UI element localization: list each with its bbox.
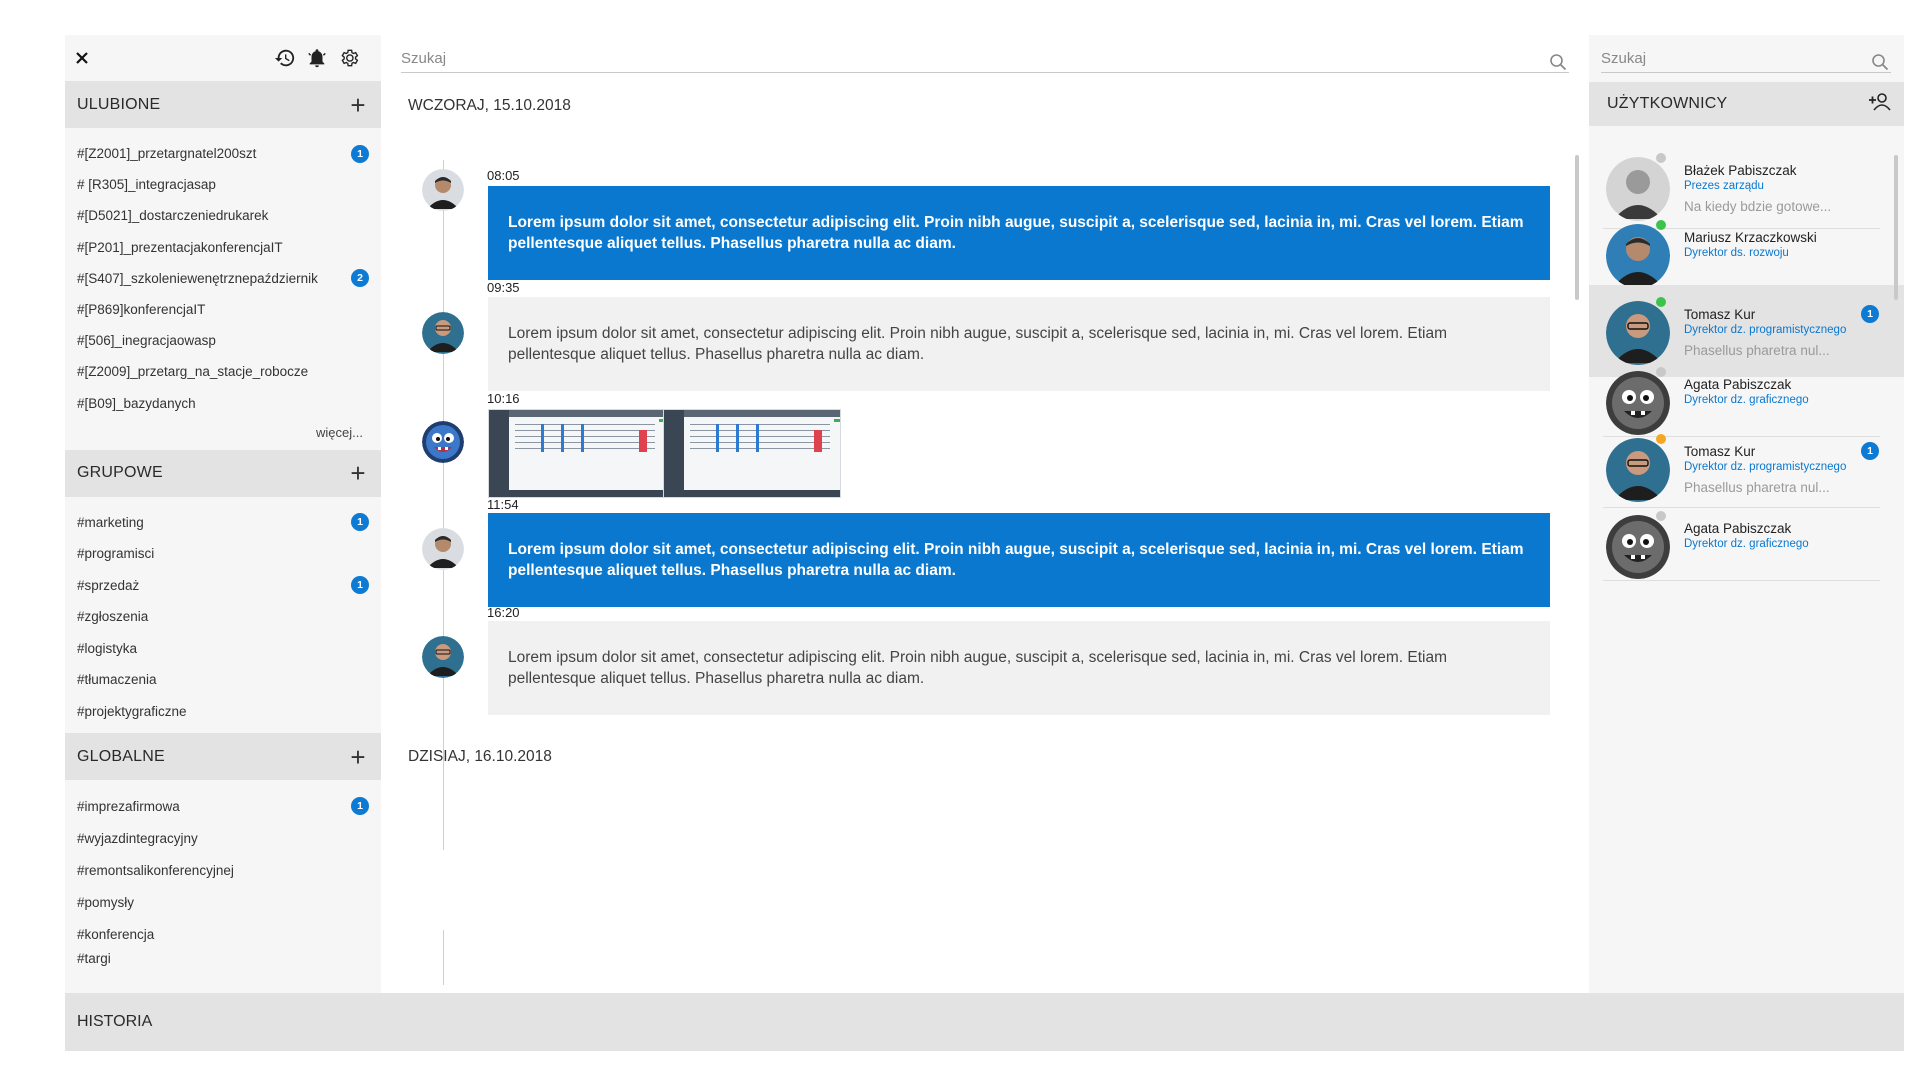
favorites-list <box>65 128 381 419</box>
channel-label: #konferencja <box>77 926 155 942</box>
channel-label: #pomysły <box>77 894 135 910</box>
users-title: UŻYTKOWNICY <box>1607 95 1728 112</box>
user-role: Prezes zarządu <box>1684 180 1764 192</box>
avatar[interactable] <box>422 421 464 463</box>
message-bubble <box>488 513 1550 607</box>
users-search <box>1601 45 1891 73</box>
channel-label: #marketing <box>77 514 144 530</box>
user-name: Tomasz Kur <box>1684 444 1756 459</box>
user-item[interactable] <box>1589 509 1894 581</box>
channel-item[interactable] <box>65 356 381 387</box>
unread-badge: 1 <box>1861 305 1879 323</box>
channel-label: #imprezafirmowa <box>77 798 180 814</box>
channel-item[interactable] <box>65 854 381 886</box>
message-time: 10:16 <box>487 391 520 406</box>
global-section <box>65 733 381 966</box>
status-dot <box>1656 434 1666 444</box>
global-header <box>65 733 381 780</box>
unread-badge: 2 <box>351 269 369 287</box>
channel-item[interactable] <box>65 696 381 728</box>
channel-label: #targi <box>77 950 111 966</box>
groups-title: GRUPOWE <box>77 464 163 482</box>
history-icon[interactable] <box>274 47 296 69</box>
user-name: Błażek Pabiszczak <box>1684 163 1797 178</box>
message-text: Lorem ipsum dolor sit amet, consectetur adipiscing elit. Proin nibh augue, suscipit a, scelerisque sed, lacinia in, mi. Cras vel lorem. Etiam pellentesque aliquet tellus. Phasellus pharetra nulla ac diam. <box>508 325 1448 363</box>
user-item[interactable] <box>1589 285 1904 377</box>
channel-label: #tłumaczenia <box>77 672 157 688</box>
channel-label: #sprzedaż <box>77 577 140 593</box>
channel-item[interactable] <box>65 138 381 169</box>
chat-panel <box>381 35 1589 993</box>
message-bubble <box>488 186 1550 280</box>
avatar[interactable] <box>422 169 464 211</box>
favorites-title: ULUBIONE <box>77 95 161 113</box>
channel-item[interactable] <box>65 633 381 665</box>
favorites-header <box>65 81 381 128</box>
message-time: 11:54 <box>487 497 519 512</box>
channel-item[interactable] <box>65 886 381 918</box>
image-attachment[interactable] <box>488 409 666 498</box>
message-text: Lorem ipsum dolor sit amet, consectetur adipiscing elit. Proin nibh augue, suscipit a, scelerisque sed, lacinia in, mi. Cras vel lorem. Etiam pellentesque aliquet tellus. Phasellus pharetra nulla ac diam. <box>508 649 1448 687</box>
search-icon[interactable] <box>1871 53 1889 71</box>
history-bar[interactable] <box>65 993 1904 1051</box>
channel-item[interactable] <box>65 822 381 854</box>
chat-scrollbar[interactable] <box>1575 155 1579 300</box>
channel-label: #wyjazdintegracyjny <box>77 830 198 846</box>
message-time: 09:35 <box>487 280 520 295</box>
close-icon[interactable] <box>71 47 93 69</box>
channel-item[interactable] <box>65 232 381 263</box>
channel-label: #[B09]_bazydanych <box>77 395 196 411</box>
channel-label: #projektygraficzne <box>77 703 187 719</box>
status-dot <box>1656 367 1666 377</box>
channel-item[interactable] <box>65 200 381 231</box>
avatar[interactable] <box>422 636 464 678</box>
status-dot <box>1656 511 1666 521</box>
unread-badge: 1 <box>351 513 369 531</box>
user-name: Tomasz Kur <box>1684 307 1756 322</box>
avatar <box>1606 371 1670 435</box>
channel-label: #programisci <box>77 546 155 562</box>
favorites-section <box>65 81 381 450</box>
day-label-yesterday: WCZORAJ, 15.10.2018 <box>408 97 571 114</box>
avatar <box>1606 438 1670 502</box>
message-bubble <box>488 621 1550 715</box>
channel-item[interactable] <box>65 790 381 822</box>
channel-item[interactable] <box>65 388 381 419</box>
users-sidebar <box>1589 35 1904 993</box>
channel-item[interactable] <box>65 918 381 950</box>
users-search-input[interactable] <box>1601 45 1891 67</box>
channel-item[interactable] <box>65 263 381 294</box>
unread-badge: 1 <box>1861 442 1879 460</box>
add-favorite-button[interactable]: + <box>350 89 366 120</box>
bell-icon[interactable] <box>306 47 328 69</box>
global-list <box>65 780 381 966</box>
user-item[interactable] <box>1589 365 1894 437</box>
channel-label: #remontsalikonferencyjnej <box>77 862 234 878</box>
gear-icon[interactable] <box>338 47 360 69</box>
avatar[interactable] <box>422 312 464 354</box>
message-time: 08:05 <box>487 168 520 183</box>
add-global-button[interactable]: + <box>350 741 366 772</box>
groups-section <box>65 450 381 734</box>
user-name: Agata Pabiszczak <box>1684 521 1792 536</box>
user-last-message: Phasellus pharetra nul... <box>1684 480 1830 495</box>
avatar[interactable] <box>422 528 464 570</box>
channel-label: #[Z2009]_przetarg_na_stacje_robocze <box>77 364 309 380</box>
channel-item[interactable] <box>65 950 381 966</box>
add-group-button[interactable]: + <box>350 458 366 489</box>
users-scrollbar[interactable] <box>1894 155 1898 300</box>
channel-label: #[Z2001]_przetargnatel200szt <box>77 146 257 162</box>
user-role: Dyrektor dz. graficznego <box>1684 538 1809 550</box>
user-name: Agata Pabiszczak <box>1684 377 1792 392</box>
left-sidebar <box>65 35 381 993</box>
unread-badge: 1 <box>351 145 369 163</box>
user-role: Dyrektor dz. programistycznego <box>1684 461 1847 473</box>
status-dot <box>1656 297 1666 307</box>
channel-item[interactable] <box>65 601 381 633</box>
day-label-today: DZISIAJ, 16.10.2018 <box>408 748 552 765</box>
status-dot <box>1656 153 1666 163</box>
search-icon[interactable] <box>1549 53 1567 71</box>
channel-item[interactable] <box>65 664 381 696</box>
add-user-icon[interactable] <box>1868 92 1892 117</box>
avatar <box>1606 301 1670 365</box>
history-title: HISTORIA <box>77 1013 153 1030</box>
user-role: Dyrektor dz. graficznego <box>1684 394 1809 406</box>
avatar <box>1606 224 1670 288</box>
timeline-line <box>443 160 444 850</box>
image-attachment[interactable] <box>663 409 841 498</box>
unread-badge: 1 <box>351 576 369 594</box>
channel-label: #[D5021]_dostarczeniedrukarek <box>77 208 269 224</box>
divider <box>1603 507 1880 508</box>
groups-list <box>65 497 381 734</box>
user-last-message: Phasellus pharetra nul... <box>1684 343 1830 358</box>
user-role: Dyrektor dz. programistycznego <box>1684 324 1847 336</box>
user-role: Dyrektor ds. rozwoju <box>1684 247 1789 259</box>
channel-item[interactable] <box>65 325 381 356</box>
chat-search <box>401 45 1569 73</box>
more-link[interactable]: więcej... <box>316 424 363 440</box>
avatar <box>1606 157 1670 221</box>
user-item[interactable] <box>1589 221 1894 287</box>
avatar <box>1606 515 1670 579</box>
message-text: Lorem ipsum dolor sit amet, consectetur adipiscing elit. Proin nibh augue, suscipit a, scelerisque sed, lacinia in, mi. Cras vel lorem. Etiam pellentesque aliquet tellus. Phasellus pharetra nulla ac diam. <box>508 214 1524 252</box>
message-text: Lorem ipsum dolor sit amet, consectetur adipiscing elit. Proin nibh augue, suscipit a, scelerisque sed, lacinia in, mi. Cras vel lorem. Etiam pellentesque aliquet tellus. Phasellus pharetra nulla ac diam. <box>508 541 1524 579</box>
message-time: 16:20 <box>487 605 520 620</box>
channel-item[interactable] <box>65 294 381 325</box>
divider <box>1603 580 1880 581</box>
unread-badge: 1 <box>351 797 369 815</box>
user-last-message: Na kiedy bdzie gotowe... <box>1684 199 1832 214</box>
channel-label: #[506]_inegracjaowasp <box>77 333 216 349</box>
channel-item[interactable] <box>65 538 381 570</box>
users-header <box>1589 82 1904 126</box>
channel-item[interactable] <box>65 507 381 539</box>
channel-item[interactable] <box>65 570 381 602</box>
timeline-line <box>443 930 444 985</box>
channel-item[interactable] <box>65 169 381 200</box>
channel-label: #[P869]konferencjaIT <box>77 302 206 318</box>
user-name: Mariusz Krzaczkowski <box>1684 230 1817 245</box>
channel-label: #[P201]_prezentacjakonferencjaIT <box>77 239 283 255</box>
channel-label: # [R305]_integracjasap <box>77 177 216 193</box>
global-title: GLOBALNE <box>77 747 165 765</box>
sidebar-toolbar <box>65 35 381 81</box>
user-item[interactable] <box>1589 428 1894 508</box>
user-item[interactable] <box>1589 145 1894 229</box>
channel-label: #zgłoszenia <box>77 609 149 625</box>
status-dot <box>1656 220 1666 230</box>
groups-header <box>65 450 381 497</box>
chat-search-input[interactable] <box>401 45 1569 67</box>
channel-label: #[S407]_szkoleniewenętrznepaździernik <box>77 270 318 286</box>
channel-label: #logistyka <box>77 640 138 656</box>
message-bubble <box>488 297 1550 391</box>
